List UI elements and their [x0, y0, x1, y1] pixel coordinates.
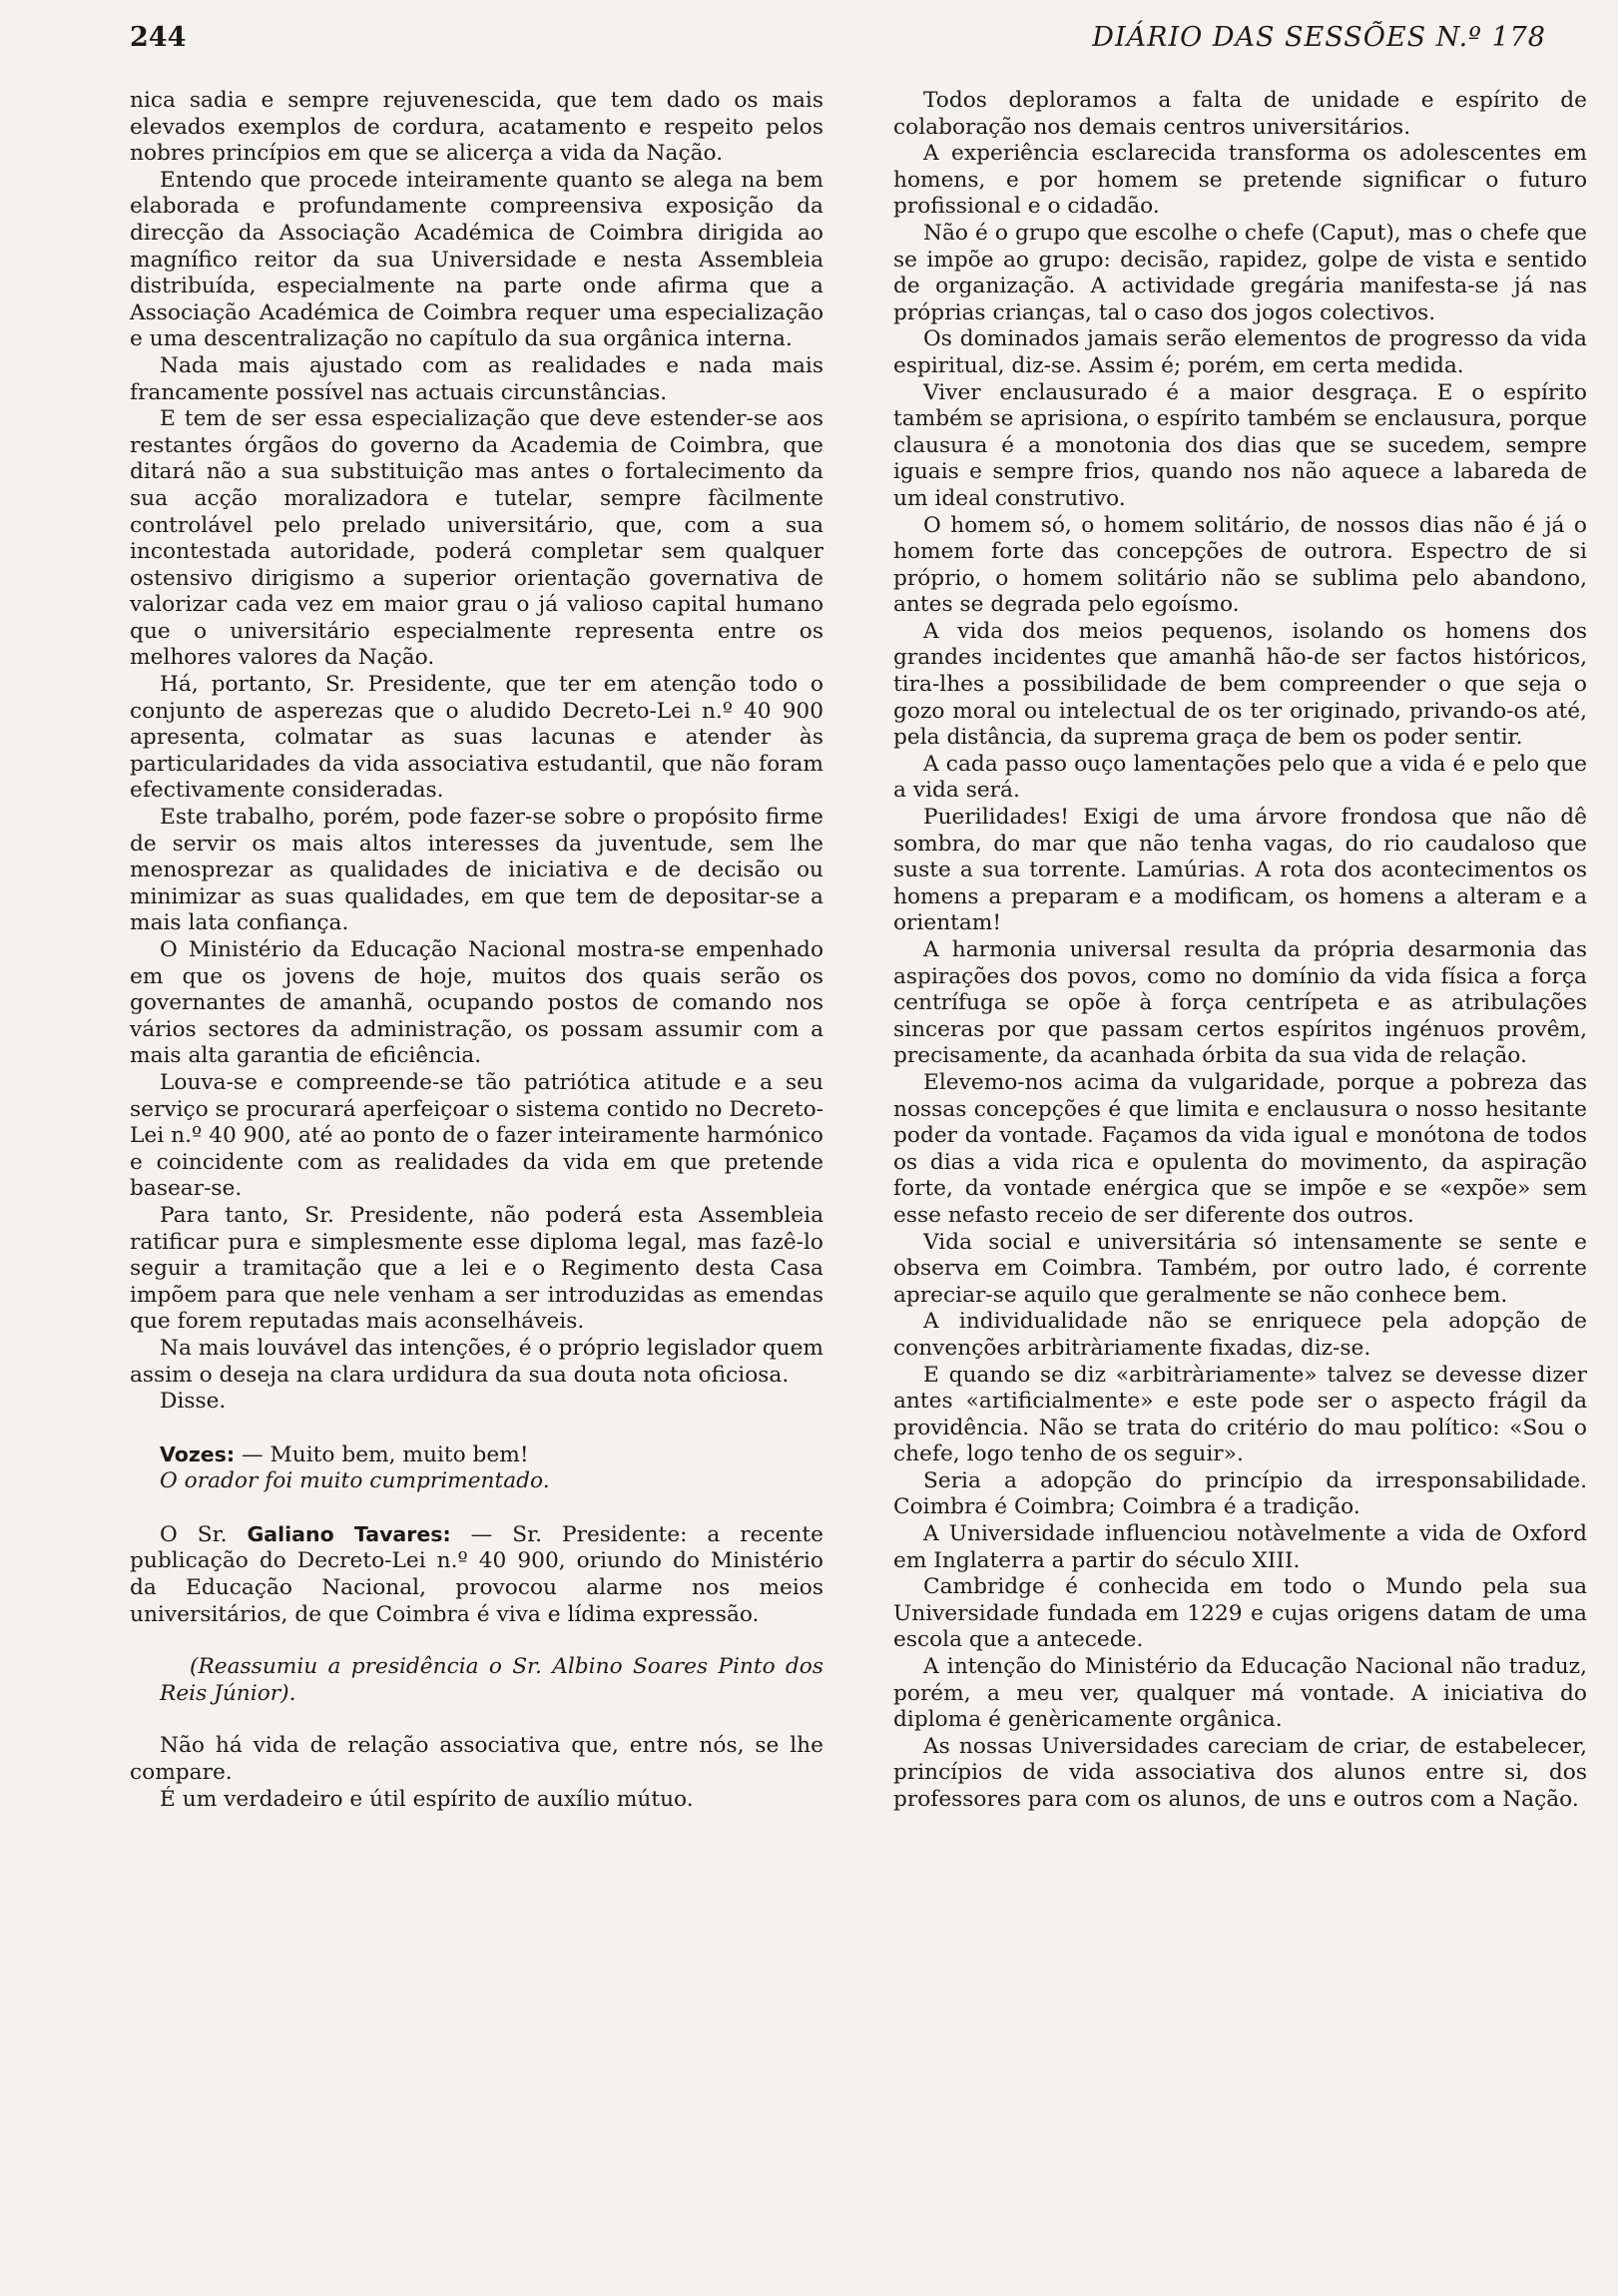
- speaker-prefix: O Sr.: [160, 1521, 248, 1547]
- paragraph: O homem só, o homem solitário, de nossos dias não é já o homem forte das concepções de outrora. Espectro de si próprio, o homem solitário não se sublima pelo abandono, antes se degrada pelo egoísmo.: [893, 512, 1587, 618]
- paragraph: A cada passo ouço lamentações pelo que a vida é e pelo que a vida será.: [893, 751, 1587, 804]
- speaker-name: Galiano Tavares:: [247, 1521, 451, 1546]
- paragraph: Cambridge é conhecida em todo o Mundo pela sua Universidade fundada em 1229 e cujas origens datam de uma escola que a antecede.: [893, 1574, 1587, 1653]
- paragraph: Na mais louvável das intenções, é o próprio legislador quem assim o deseja na clara urdidura da sua douta nota oficiosa.: [130, 1335, 823, 1388]
- presidency-note: (Reassumiu a presidência o Sr. Albino Soares Pinto dos Reis Júnior).: [160, 1654, 823, 1706]
- paragraph: Não há vida de relação associativa que, entre nós, se lhe compare.: [130, 1733, 823, 1786]
- speaker-text: — Sr. Presidente: a recente publicação do Decreto-Lei n.º 40 900, oriundo do Ministério da Educação Nacional, provocou alarme nos meios universitários, de que Coimbra é viva e lídima expressão.: [130, 1521, 823, 1627]
- paragraph: Para tanto, Sr. Presidente, não poderá esta Assembleia ratificar pura e simplesmente esse diploma legal, mas fazê-lo seguir a tramitação que a lei e o Regimento desta Casa impõem para que nele venham a ser introduzidas as emendas que forem reputadas mais aconselháveis.: [130, 1202, 823, 1335]
- paragraph: E tem de ser essa especialização que deve estender-se aos restantes órgãos do governo da Academia de Coimbra, que ditará não a sua substituição mas antes o fortalecimento da sua acção moralizadora e tutelar, sempre fàcilmente controlável pelo prelado universitário, que, com a sua incontestada autoridade, poderá completar sem qualquer ostensivo dirigismo a superior orientação governativa de valorizar cada vez em maior grau o já valioso capital humano que o universitário especialmente representa entre os melhores valores da Nação.: [130, 406, 823, 671]
- paragraph: E quando se diz «arbitràriamente» talvez se devesse dizer antes «artificialmente» e este pode ser o aspecto frágil da providência. Não se trata do critério do mau político: «Sou o chefe, logo tenho de os seguir».: [893, 1362, 1587, 1467]
- paragraph: Vida social e universitária só intensamente se sente e observa em Coimbra. Também, por outro lado, é corrente apreciar-se aquilo que geralmente se não conhece bem.: [893, 1229, 1587, 1308]
- paragraph: Este trabalho, porém, pode fazer-se sobre o propósito firme de servir os mais altos interesses da juventude, sem lhe menosprezar as qualidades de iniciativa e de decisão ou minimizar as suas qualidades, em que tem de depositar-se a mais lata confiança.: [130, 805, 823, 936]
- vozes-line: [130, 1441, 823, 1469]
- left-column: [130, 88, 823, 1813]
- paragraph: Louva-se e compreende-se tão patriótica atitude e a seu serviço se procurará aperfeiçoar o sistema contido no Decreto-Lei n.º 40 900, até ao ponto de o fazer inteiramente harmónico e coincidente com as realidades da vida em que pretende basear-se.: [130, 1069, 823, 1202]
- speaker-paragraph: [130, 1521, 823, 1628]
- paragraph: A harmonia universal resulta da própria desarmonia das aspirações dos povos, como no domínio da vida física a força centrífuga se opõe à força centrípeta e as atribulações sinceras por que passam certos espíritos ingénuos provêm, precisamente, da acanhada órbita da sua vida de relação.: [893, 937, 1587, 1069]
- vozes-label: Vozes:: [160, 1441, 236, 1466]
- applause-note: O orador foi muito cumprimentado.: [160, 1468, 550, 1494]
- paragraph: Disse.: [160, 1389, 227, 1415]
- paragraph: Não é o grupo que escolhe o chefe (Caput), mas o chefe que se impõe ao grupo: decisão, rapidez, golpe de vista e sentido de organização. A actividade gregária manifesta-se já nas próprias crianças, tal o caso dos jogos colectivos.: [893, 220, 1587, 325]
- paragraph: A experiência esclarecida transforma os adolescentes em homens, e por homem se pretende significar o futuro profissional e o cidadão.: [893, 141, 1587, 220]
- paragraph: A Universidade influenciou notàvelmente a vida de Oxford em Inglaterra a partir do século XIII.: [893, 1521, 1587, 1573]
- paragraph: Há, portanto, Sr. Presidente, que ter em atenção todo o conjunto de asperezas que o aludido Decreto-Lei n.º 40 900 apresenta, colmatar as suas lacunas e atender às particularidades da vida associativa estudantil, que não foram efectivamente consideradas.: [130, 672, 823, 804]
- paragraph: Viver enclausurado é a maior desgraça. E o espírito também se aprisiona, o espírito também se enclausura, porque clausura é a monotonia dos dias que se sucedem, sempre iguais e sempre frios, quando nos não aquece a labareda de um ideal construtivo.: [893, 379, 1587, 511]
- page-number: 244: [130, 22, 187, 53]
- right-column: [893, 88, 1587, 1814]
- paragraph: É um verdadeiro e útil espírito de auxílio mútuo.: [160, 1786, 694, 1812]
- paragraph: A individualidade não se enriquece pela adopção de convenções arbitràriamente fixadas, diz-se.: [893, 1309, 1587, 1361]
- paragraph: Todos deploramos a falta de unidade e espírito de colaboração nos demais centros universitários.: [893, 88, 1587, 140]
- paragraph: Nada mais ajustado com as realidades e nada mais francamente possível nas actuais circunstâncias.: [130, 352, 823, 405]
- paragraph: A vida dos meios pequenos, isolando os homens dos grandes incidentes que amanhã hão-de ser factos históricos, tira-lhes a possibilidade de bem compreender o que seja o gozo moral ou intelectual de os ter originado, privando-os até, pela distância, da suprema graça de bem os poder sentir.: [893, 618, 1587, 751]
- paragraph: As nossas Universidades careciam de criar, de estabelecer, princípios de vida associativa dos alunos entre si, dos professores para com os alunos, de uns e outros com a Nação.: [893, 1733, 1587, 1812]
- paragraph: Puerilidades! Exigi de uma árvore frondosa que não dê sombra, do mar que não tenha vagas, do rio caudaloso que suste a sua torrente. Lamúrias. A rota dos acontecimentos os homens a preparam e a modificam, os homens a alteram e a orientam!: [893, 805, 1587, 936]
- paragraph: Seria a adopção do princípio da irresponsabilidade. Coimbra é Coimbra; Coimbra é a tradição.: [893, 1467, 1587, 1520]
- paragraph: Os dominados jamais serão elementos de progresso da vida espiritual, diz-se. Assim é; porém, em certa medida.: [893, 326, 1587, 378]
- paragraph: nica sadia e sempre rejuvenescida, que tem dado os mais elevados exemplos de cordura, acatamento e respeito pelos nobres princípios em que se alicerça a vida da Nação.: [130, 88, 823, 167]
- paragraph: A intenção do Ministério da Educação Nacional não traduz, porém, a meu ver, qualquer má vontade. A iniciativa do diploma é genèricamente orgânica.: [893, 1654, 1587, 1733]
- paragraph: Entendo que procede inteiramente quanto se alega na bem elaborada e profundamente compreensiva exposição da direcção da Associação Académica de Coimbra dirigida ao magnífico reitor da sua Universidade e nesta Assembleia distribuída, especialmente na parte onde afirma que a Associação Académica de Coimbra requer uma especialização e uma descentralização no capítulo da sua orgânica interna.: [130, 167, 823, 352]
- paragraph: O Ministério da Educação Nacional mostra-se empenhado em que os jovens de hoje, muitos dos quais serão os governantes de amanhã, ocupando postos de comando nos vários sectores da administração, os possam assumir com a mais alta garantia de eficiência.: [130, 937, 823, 1069]
- vozes-text: — Muito bem, muito bem!: [235, 1441, 529, 1467]
- running-title: DIÁRIO DAS SESSÕES N.º 178: [1092, 22, 1546, 53]
- paragraph: Elevemo-nos acima da vulgaridade, porque a pobreza das nossas concepções é que limita e enclausura o nosso hesitante poder da vontade. Façamos da vida igual e monótona de todos os dias a vida rica e opulenta do movimento, da aspiração forte, da vontade enérgica que se impõe e se «expõe» sem esse nefasto receio de ser diferente dos outros.: [893, 1069, 1587, 1228]
